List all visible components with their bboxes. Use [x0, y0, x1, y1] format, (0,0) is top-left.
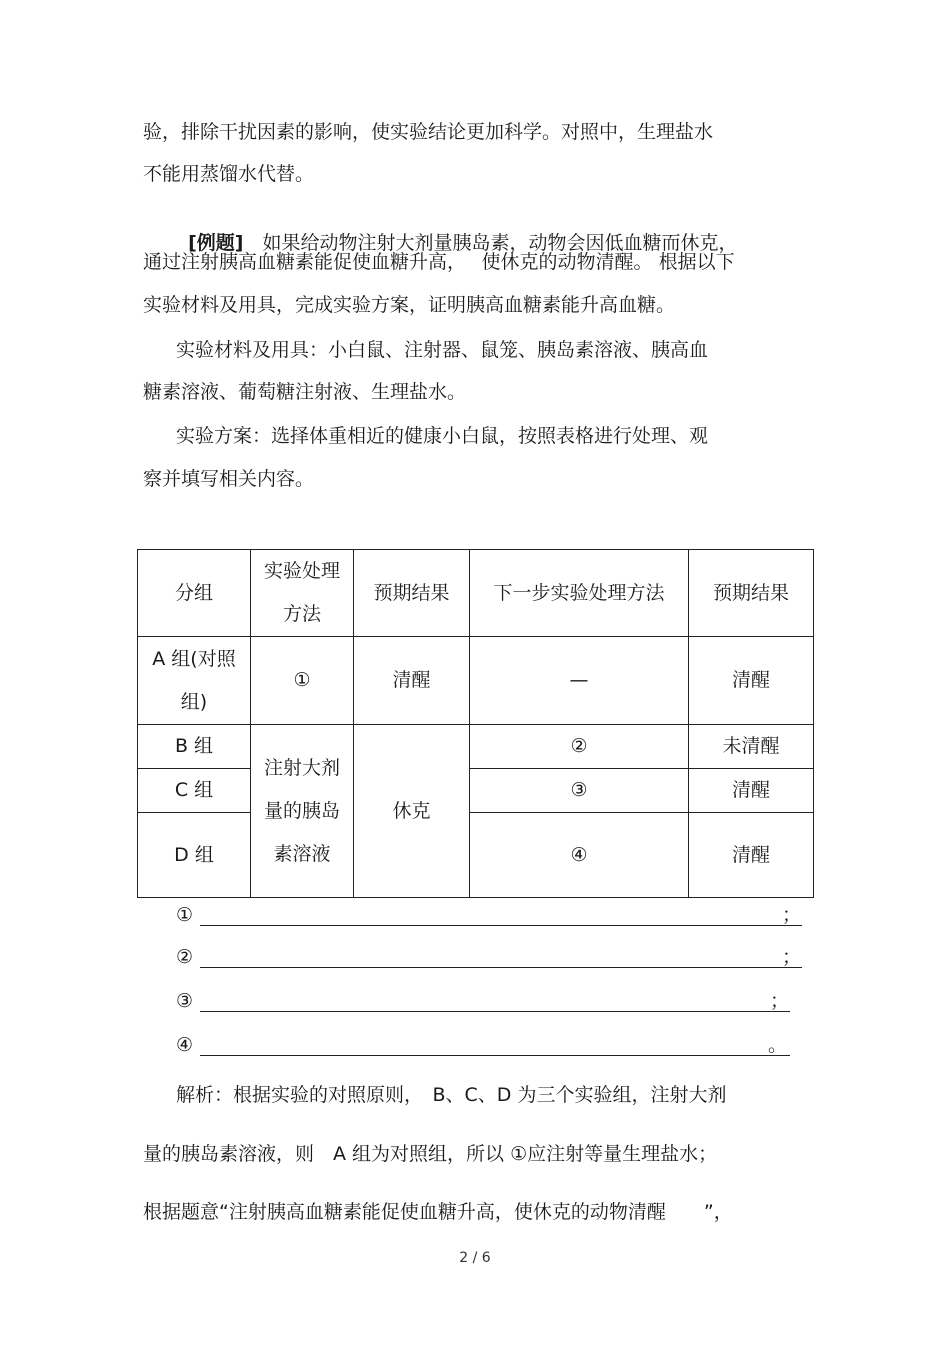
example-line: 实验材料及用具，完成实验方案，证明胰高血糖素能升高血糖。 — [143, 294, 676, 316]
table-header-row — [138, 550, 814, 637]
table-header-cell: 实验处理方法 — [251, 550, 354, 637]
table-header-cell: 下一步实验处理方法 — [470, 550, 689, 637]
analysis-line: 量的胰岛素溶液，则 A 组为对照组，所以 ①应注射等量生理盐水； — [143, 1143, 718, 1165]
next-step-cell: ④ — [470, 813, 689, 898]
group-cell: A 组(对照组) — [138, 637, 251, 725]
analysis-line: 根据题意“注射胰高血糖素能促使血糖升高，使休克的动物清醒 ”， — [143, 1201, 733, 1223]
blank-end: 。 — [768, 1034, 788, 1056]
experiment-table — [137, 549, 814, 898]
example-text: 如果给动物注射大剂量胰岛素，动物会因低血糖而休克， — [262, 232, 738, 254]
result-cell: 休克 — [354, 725, 470, 898]
group-cell: D 组 — [138, 813, 251, 898]
group-cell: B 组 — [138, 725, 251, 769]
materials-line: 糖素溶液、葡萄糖注射液、生理盐水。 — [143, 381, 467, 403]
next-step-cell: — — [470, 637, 689, 725]
blank-number: ② — [176, 946, 194, 968]
blank-number: ④ — [176, 1034, 194, 1056]
paragraph-line: 不能用蒸馏水代替。 — [143, 163, 315, 185]
method-cell: ① — [251, 637, 354, 725]
method-cell: 注射大剂量的胰岛素溶液 — [251, 725, 354, 898]
table-row — [138, 637, 814, 725]
final-result-cell: 清醒 — [689, 769, 814, 813]
table-row — [138, 813, 814, 898]
group-cell: C 组 — [138, 769, 251, 813]
blank-number: ③ — [176, 990, 194, 1012]
final-result-cell: 清醒 — [689, 813, 814, 898]
page-number: 2 / 6 — [459, 1250, 491, 1266]
plan-line: 察并填写相关内容。 — [143, 468, 315, 490]
table-header-cell: 预期结果 — [689, 550, 814, 637]
example-line: 通过注射胰高血糖素能促使血糖升高， 使休克的动物清醒。 根据以下 — [143, 251, 735, 273]
paragraph-line: 验，排除干扰因素的影响，使实验结论更加科学。对照中，生理盐水 — [143, 121, 714, 143]
blank-number: ① — [176, 904, 194, 926]
plan-line: 实验方案：选择体重相近的健康小白鼠，按照表格进行处理、观 — [176, 425, 709, 447]
result-cell: 清醒 — [354, 637, 470, 725]
blank-end: ； — [770, 990, 790, 1012]
analysis-line: 解析：根据实验的对照原则， B、C、D 为三个实验组，注射大剂 — [176, 1084, 727, 1106]
table-header-cell: 预期结果 — [354, 550, 470, 637]
table-row — [138, 725, 814, 769]
example-line — [176, 207, 738, 255]
table-header-cell: 分组 — [138, 550, 251, 637]
materials-line: 实验材料及用具：小白鼠、注射器、鼠笼、胰岛素溶液、胰高血 — [176, 339, 709, 361]
blank-end: ； — [782, 946, 802, 968]
table-row — [138, 769, 814, 813]
blank-end: ； — [782, 904, 802, 926]
example-tag: [例题] — [188, 232, 244, 254]
final-result-cell: 未清醒 — [689, 725, 814, 769]
next-step-cell: ② — [470, 725, 689, 769]
final-result-cell: 清醒 — [689, 637, 814, 725]
next-step-cell: ③ — [470, 769, 689, 813]
